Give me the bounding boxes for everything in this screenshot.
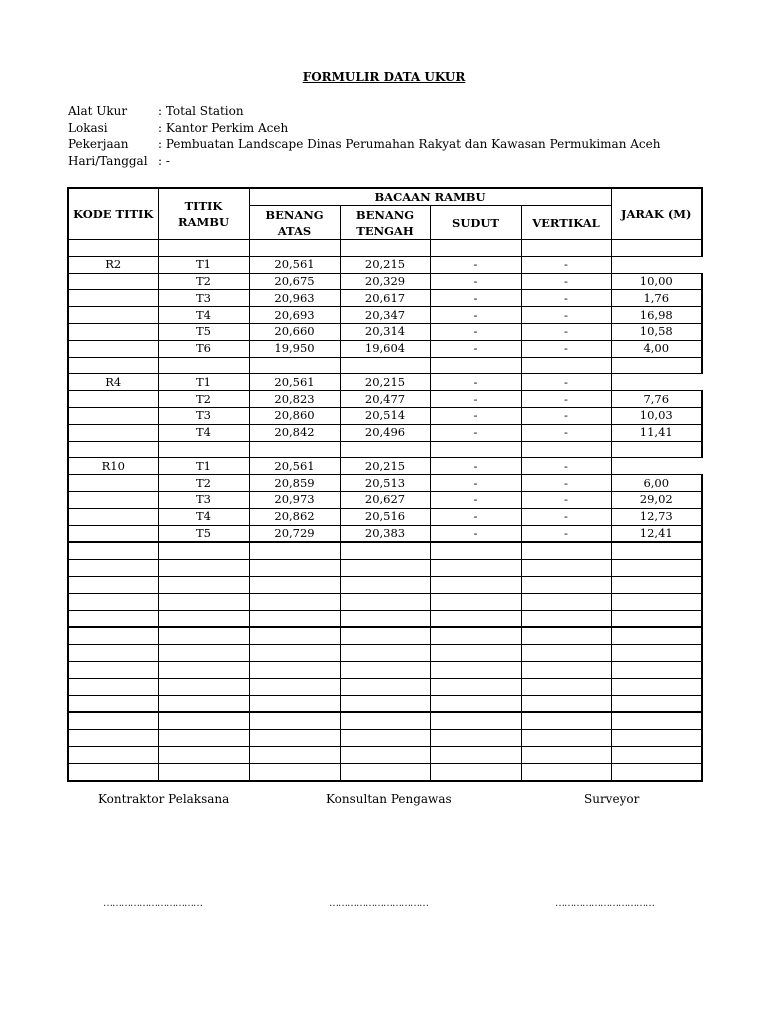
- cell-kode-titik: [68, 645, 158, 662]
- survey-data-table: [67, 187, 703, 782]
- cell-sudut: -: [430, 391, 521, 408]
- cell-jarak: 10,00: [611, 273, 702, 290]
- signature-surveyor: Surveyor: [584, 792, 640, 806]
- cell-sudut: -: [430, 374, 521, 391]
- cell-kode-titik: [68, 290, 158, 307]
- signature-konsultan: Konsultan Pengawas: [326, 792, 452, 806]
- cell-kode-titik: [68, 407, 158, 424]
- cell-titik-rambu: [158, 560, 249, 577]
- cell-sudut: [430, 610, 521, 627]
- cell-kode-titik: [68, 525, 158, 542]
- cell-vertikal: -: [521, 491, 611, 508]
- cell-jarak: [611, 576, 702, 593]
- meta-value: : Total Station: [158, 104, 244, 118]
- header-benang-tengah: BENANG TENGAH: [340, 206, 430, 240]
- cell-titik-rambu: [158, 357, 249, 374]
- cell-titik-rambu: T4: [158, 307, 249, 324]
- cell-benang-tengah: 20,329: [340, 273, 430, 290]
- meta-row-lokasi: [68, 120, 660, 137]
- table-row: [68, 661, 702, 678]
- cell-kode-titik: [68, 491, 158, 508]
- table-row: [68, 508, 702, 525]
- cell-vertikal: [521, 695, 611, 712]
- cell-titik-rambu: T1: [158, 256, 249, 273]
- cell-titik-rambu: [158, 627, 249, 644]
- cell-benang-tengah: 20,516: [340, 508, 430, 525]
- table-row: [68, 746, 702, 763]
- cell-benang-atas: 20,860: [249, 407, 340, 424]
- cell-benang-atas: 20,842: [249, 424, 340, 441]
- cell-benang-atas: [249, 627, 340, 644]
- cell-sudut: -: [430, 475, 521, 492]
- table-row: [68, 458, 702, 475]
- cell-benang-atas: [249, 240, 340, 257]
- meta-row-pekerjaan: [68, 136, 660, 153]
- cell-benang-tengah: 20,627: [340, 491, 430, 508]
- cell-titik-rambu: [158, 240, 249, 257]
- table-row: [68, 610, 702, 627]
- cell-vertikal: [521, 627, 611, 644]
- cell-titik-rambu: [158, 645, 249, 662]
- cell-vertikal: -: [521, 290, 611, 307]
- cell-sudut: [430, 678, 521, 695]
- cell-benang-atas: 19,950: [249, 340, 340, 357]
- cell-kode-titik: [68, 323, 158, 340]
- cell-titik-rambu: T1: [158, 458, 249, 475]
- cell-benang-tengah: 20,513: [340, 475, 430, 492]
- cell-benang-tengah: [340, 560, 430, 577]
- cell-jarak: [611, 712, 702, 729]
- cell-vertikal: [521, 678, 611, 695]
- cell-jarak: 1,76: [611, 290, 702, 307]
- signature-line-kontraktor: ……………………………: [103, 898, 202, 909]
- cell-benang-tengah: [340, 645, 430, 662]
- cell-benang-atas: [249, 645, 340, 662]
- table-row: [68, 712, 702, 729]
- cell-benang-atas: 20,823: [249, 391, 340, 408]
- cell-benang-atas: 20,561: [249, 256, 340, 273]
- cell-jarak: 12,73: [611, 508, 702, 525]
- meta-label: Lokasi: [68, 120, 108, 135]
- cell-sudut: -: [430, 458, 521, 475]
- cell-jarak: [611, 627, 702, 644]
- cell-benang-tengah: [340, 678, 430, 695]
- table-row: [68, 307, 702, 324]
- cell-kode-titik: [68, 240, 158, 257]
- cell-titik-rambu: [158, 712, 249, 729]
- cell-benang-tengah: 20,215: [340, 458, 430, 475]
- cell-benang-tengah: [340, 712, 430, 729]
- cell-kode-titik: [68, 441, 158, 458]
- cell-sudut: [430, 712, 521, 729]
- meta-value: : Pembuatan Landscape Dinas Perumahan Rakyat dan Kawasan Permukiman Aceh: [158, 137, 661, 152]
- cell-sudut: [430, 627, 521, 644]
- cell-vertikal: [521, 240, 611, 257]
- table-row: [68, 475, 702, 492]
- table-row: [68, 340, 702, 357]
- cell-sudut: [430, 240, 521, 257]
- cell-benang-atas: [249, 576, 340, 593]
- cell-benang-tengah: 20,477: [340, 391, 430, 408]
- table-row: [68, 256, 702, 273]
- cell-jarak: [611, 441, 702, 458]
- cell-kode-titik: [68, 678, 158, 695]
- cell-kode-titik: [68, 307, 158, 324]
- cell-sudut: [430, 441, 521, 458]
- cell-benang-tengah: [340, 610, 430, 627]
- table-row: [68, 391, 702, 408]
- cell-titik-rambu: [158, 661, 249, 678]
- cell-jarak: 4,00: [611, 340, 702, 357]
- cell-benang-atas: 20,859: [249, 475, 340, 492]
- cell-benang-tengah: 20,496: [340, 424, 430, 441]
- cell-benang-atas: 20,862: [249, 508, 340, 525]
- cell-sudut: -: [430, 508, 521, 525]
- meta-value: : -: [158, 154, 170, 169]
- table-row: [68, 695, 702, 712]
- cell-benang-atas: 20,963: [249, 290, 340, 307]
- table-row: [68, 560, 702, 577]
- cell-jarak: [611, 746, 702, 763]
- cell-sudut: [430, 593, 521, 610]
- cell-kode-titik: [68, 475, 158, 492]
- cell-kode-titik: [68, 610, 158, 627]
- cell-benang-tengah: 20,347: [340, 307, 430, 324]
- cell-titik-rambu: [158, 441, 249, 458]
- cell-kode-titik: [68, 340, 158, 357]
- cell-titik-rambu: [158, 542, 249, 559]
- cell-titik-rambu: T3: [158, 407, 249, 424]
- cell-jarak: [611, 542, 702, 559]
- cell-jarak: 7,76: [611, 391, 702, 408]
- cell-vertikal: -: [521, 508, 611, 525]
- cell-kode-titik: [68, 391, 158, 408]
- cell-titik-rambu: [158, 593, 249, 610]
- cell-jarak: 16,98: [611, 307, 702, 324]
- cell-kode-titik: [68, 712, 158, 729]
- cell-kode-titik: [68, 560, 158, 577]
- cell-titik-rambu: T2: [158, 475, 249, 492]
- cell-sudut: -: [430, 290, 521, 307]
- cell-benang-tengah: [340, 627, 430, 644]
- cell-jarak: [611, 678, 702, 695]
- table-row: [68, 407, 702, 424]
- cell-sudut: -: [430, 424, 521, 441]
- cell-sudut: [430, 695, 521, 712]
- cell-sudut: [430, 661, 521, 678]
- cell-titik-rambu: T4: [158, 424, 249, 441]
- cell-vertikal: [521, 763, 611, 780]
- cell-kode-titik: [68, 576, 158, 593]
- cell-titik-rambu: [158, 730, 249, 747]
- cell-benang-atas: [249, 730, 340, 747]
- cell-kode-titik: [68, 763, 158, 780]
- cell-vertikal: [521, 357, 611, 374]
- cell-jarak: [611, 763, 702, 780]
- cell-kode-titik: [68, 695, 158, 712]
- cell-benang-atas: 20,693: [249, 307, 340, 324]
- table-row: [68, 357, 702, 374]
- table-row: [68, 542, 702, 559]
- meta-row-alat-ukur: [68, 103, 660, 120]
- cell-benang-tengah: [340, 746, 430, 763]
- cell-jarak: [611, 661, 702, 678]
- cell-titik-rambu: T3: [158, 290, 249, 307]
- table-row: [68, 576, 702, 593]
- cell-benang-tengah: [340, 542, 430, 559]
- cell-vertikal: [521, 730, 611, 747]
- cell-benang-tengah: 20,383: [340, 525, 430, 542]
- cell-titik-rambu: T5: [158, 525, 249, 542]
- cell-kode-titik: [68, 508, 158, 525]
- table-body: [68, 240, 702, 781]
- cell-benang-atas: 20,675: [249, 273, 340, 290]
- cell-benang-tengah: [340, 763, 430, 780]
- cell-benang-atas: [249, 560, 340, 577]
- cell-jarak: [611, 645, 702, 662]
- cell-sudut: [430, 560, 521, 577]
- header-vertikal: VERTIKAL: [521, 206, 611, 240]
- cell-benang-atas: 20,973: [249, 491, 340, 508]
- header-sudut: SUDUT: [430, 206, 521, 240]
- cell-sudut: -: [430, 323, 521, 340]
- cell-titik-rambu: [158, 678, 249, 695]
- cell-kode-titik: [68, 627, 158, 644]
- table-row: [68, 323, 702, 340]
- table-row: [68, 240, 702, 257]
- cell-sudut: [430, 542, 521, 559]
- cell-sudut: -: [430, 491, 521, 508]
- cell-jarak: [611, 560, 702, 577]
- cell-jarak: [611, 357, 702, 374]
- cell-benang-tengah: [340, 695, 430, 712]
- cell-vertikal: -: [521, 340, 611, 357]
- cell-jarak: 10,58: [611, 323, 702, 340]
- cell-benang-atas: [249, 441, 340, 458]
- cell-jarak: 6,00: [611, 475, 702, 492]
- cell-jarak: [611, 458, 702, 475]
- cell-vertikal: -: [521, 256, 611, 273]
- cell-vertikal: -: [521, 391, 611, 408]
- cell-benang-tengah: 20,215: [340, 374, 430, 391]
- table-row: [68, 678, 702, 695]
- cell-vertikal: -: [521, 407, 611, 424]
- table-row: [68, 273, 702, 290]
- cell-vertikal: [521, 576, 611, 593]
- header-benang-atas: BENANG ATAS: [249, 206, 340, 240]
- cell-vertikal: [521, 542, 611, 559]
- cell-sudut: -: [430, 256, 521, 273]
- cell-sudut: -: [430, 307, 521, 324]
- cell-benang-tengah: [340, 240, 430, 257]
- meta-label: Pekerjaan: [68, 137, 129, 152]
- cell-sudut: [430, 763, 521, 780]
- table-row: [68, 525, 702, 542]
- table-row: [68, 627, 702, 644]
- cell-kode-titik: [68, 593, 158, 610]
- cell-jarak: [611, 730, 702, 747]
- cell-jarak: 10,03: [611, 407, 702, 424]
- cell-vertikal: -: [521, 424, 611, 441]
- form-title: FORMULIR DATA UKUR: [302, 70, 466, 84]
- cell-vertikal: [521, 560, 611, 577]
- cell-benang-atas: [249, 678, 340, 695]
- cell-benang-tengah: 20,314: [340, 323, 430, 340]
- cell-kode-titik: [68, 424, 158, 441]
- cell-jarak: [611, 593, 702, 610]
- cell-kode-titik: R10: [68, 458, 158, 475]
- cell-titik-rambu: [158, 695, 249, 712]
- cell-jarak: [611, 374, 702, 391]
- cell-titik-rambu: T2: [158, 391, 249, 408]
- cell-titik-rambu: [158, 763, 249, 780]
- cell-jarak: 29,02: [611, 491, 702, 508]
- cell-vertikal: [521, 441, 611, 458]
- cell-benang-tengah: 20,617: [340, 290, 430, 307]
- cell-jarak: [611, 256, 702, 273]
- cell-kode-titik: R2: [68, 256, 158, 273]
- cell-benang-atas: 20,561: [249, 458, 340, 475]
- cell-kode-titik: [68, 746, 158, 763]
- cell-benang-atas: [249, 610, 340, 627]
- cell-vertikal: -: [521, 307, 611, 324]
- cell-jarak: 11,41: [611, 424, 702, 441]
- cell-benang-atas: [249, 712, 340, 729]
- cell-kode-titik: [68, 730, 158, 747]
- signature-kontraktor: Kontraktor Pelaksana: [98, 792, 230, 806]
- meta-row-hari-tanggal: [68, 153, 660, 170]
- cell-kode-titik: [68, 542, 158, 559]
- cell-titik-rambu: T6: [158, 340, 249, 357]
- header-titik-rambu: TITIK RAMBU: [158, 188, 249, 240]
- cell-kode-titik: [68, 273, 158, 290]
- cell-vertikal: -: [521, 475, 611, 492]
- cell-benang-tengah: [340, 593, 430, 610]
- cell-vertikal: -: [521, 458, 611, 475]
- cell-vertikal: [521, 746, 611, 763]
- cell-benang-tengah: 20,514: [340, 407, 430, 424]
- table-row: [68, 441, 702, 458]
- cell-benang-atas: [249, 746, 340, 763]
- cell-jarak: [611, 695, 702, 712]
- cell-sudut: -: [430, 525, 521, 542]
- table-row: [68, 730, 702, 747]
- cell-benang-tengah: [340, 661, 430, 678]
- header-bacaan-rambu: BACAAN RAMBU: [249, 188, 611, 206]
- cell-sudut: -: [430, 340, 521, 357]
- header-jarak: JARAK (M): [611, 188, 702, 240]
- cell-benang-atas: 20,561: [249, 374, 340, 391]
- cell-vertikal: [521, 593, 611, 610]
- cell-benang-atas: 20,729: [249, 525, 340, 542]
- cell-vertikal: [521, 712, 611, 729]
- cell-titik-rambu: [158, 610, 249, 627]
- cell-benang-tengah: [340, 357, 430, 374]
- form-meta: [68, 103, 660, 170]
- meta-label: Alat Ukur: [68, 104, 128, 118]
- cell-titik-rambu: [158, 576, 249, 593]
- meta-label: Hari/Tanggal: [68, 154, 148, 169]
- cell-benang-atas: [249, 542, 340, 559]
- cell-titik-rambu: T2: [158, 273, 249, 290]
- cell-sudut: [430, 746, 521, 763]
- cell-vertikal: [521, 661, 611, 678]
- table-row: [68, 374, 702, 391]
- cell-vertikal: [521, 645, 611, 662]
- table-row: [68, 290, 702, 307]
- cell-benang-atas: [249, 763, 340, 780]
- cell-sudut: [430, 730, 521, 747]
- cell-vertikal: -: [521, 323, 611, 340]
- cell-kode-titik: R4: [68, 374, 158, 391]
- cell-titik-rambu: [158, 746, 249, 763]
- cell-kode-titik: [68, 357, 158, 374]
- cell-benang-tengah: [340, 730, 430, 747]
- table-row: [68, 491, 702, 508]
- cell-sudut: -: [430, 273, 521, 290]
- cell-benang-tengah: 19,604: [340, 340, 430, 357]
- cell-benang-tengah: 20,215: [340, 256, 430, 273]
- cell-benang-tengah: [340, 576, 430, 593]
- cell-benang-atas: [249, 695, 340, 712]
- cell-vertikal: -: [521, 374, 611, 391]
- cell-kode-titik: [68, 661, 158, 678]
- cell-vertikal: -: [521, 273, 611, 290]
- cell-sudut: [430, 357, 521, 374]
- cell-titik-rambu: T5: [158, 323, 249, 340]
- signature-line-konsultan: ……………………………: [329, 898, 428, 909]
- cell-sudut: [430, 576, 521, 593]
- cell-benang-atas: [249, 593, 340, 610]
- table-row: [68, 763, 702, 780]
- cell-titik-rambu: T1: [158, 374, 249, 391]
- cell-benang-atas: [249, 661, 340, 678]
- cell-benang-atas: [249, 357, 340, 374]
- header-kode-titik: KODE TITIK: [68, 188, 158, 240]
- cell-sudut: [430, 645, 521, 662]
- cell-vertikal: -: [521, 525, 611, 542]
- cell-benang-tengah: [340, 441, 430, 458]
- cell-jarak: [611, 610, 702, 627]
- table-row: [68, 593, 702, 610]
- cell-vertikal: [521, 610, 611, 627]
- cell-sudut: -: [430, 407, 521, 424]
- meta-value: : Kantor Perkim Aceh: [158, 120, 289, 135]
- cell-titik-rambu: T4: [158, 508, 249, 525]
- table-row: [68, 645, 702, 662]
- cell-jarak: [611, 240, 702, 257]
- table-row: [68, 424, 702, 441]
- signature-line-surveyor: ……………………………: [555, 898, 654, 909]
- cell-benang-atas: 20,660: [249, 323, 340, 340]
- cell-jarak: 12,41: [611, 525, 702, 542]
- cell-titik-rambu: T3: [158, 491, 249, 508]
